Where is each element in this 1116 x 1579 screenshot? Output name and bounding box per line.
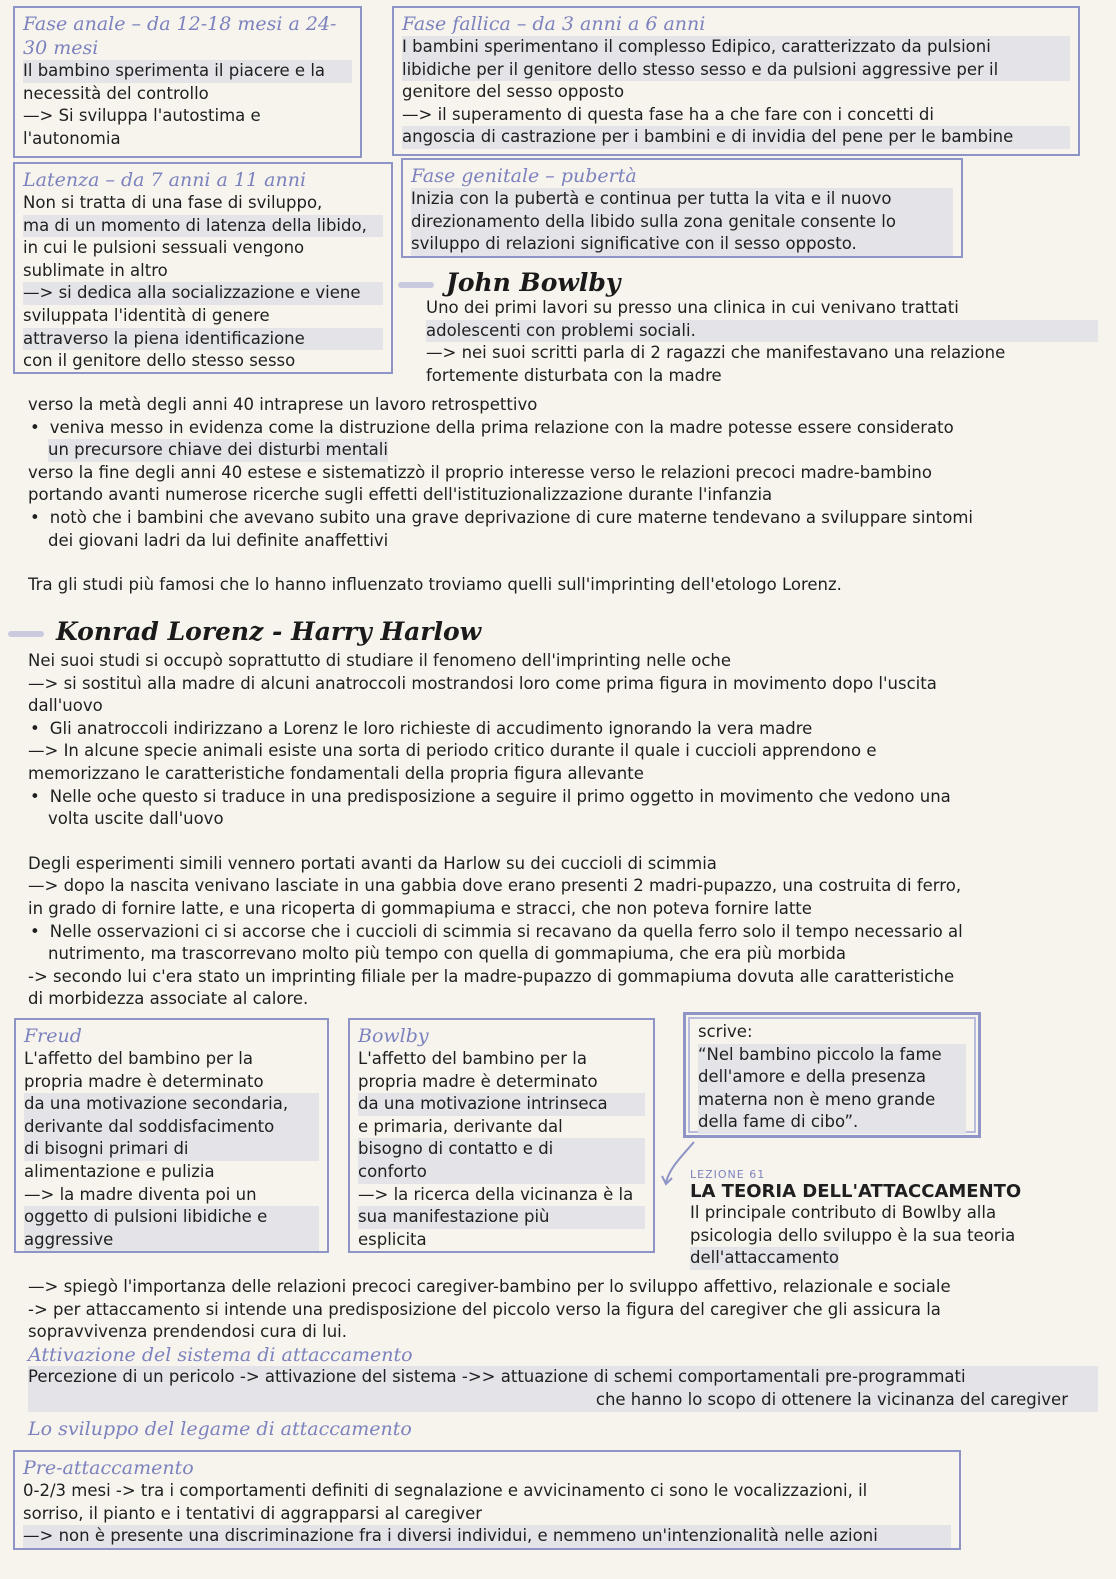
subsection-title: Lo sviluppo del legame di attaccamento — [28, 1417, 412, 1440]
box-fase-genitale — [401, 158, 963, 258]
box-title: Bowlby — [358, 1025, 429, 1047]
text-line: scrive: — [698, 1022, 753, 1041]
text-line: libidiche per il genitore dello stesso sesso e da pulsioni aggressive per il — [402, 59, 1070, 82]
text-line: propria madre è determinato — [24, 1071, 264, 1091]
text-line: 0-2/3 mesi -> tra i comportamenti definiti di segnalazione e avvicinamento ci sono le vocalizzazioni, il — [23, 1481, 868, 1500]
heading-dash — [398, 282, 434, 288]
section-teoria — [690, 1168, 1090, 1270]
text-line: bisogno di contatto e di — [358, 1138, 645, 1161]
text-line: della fame di cibo”. — [698, 1111, 966, 1134]
text-line: esplicita — [358, 1229, 427, 1249]
text-line: Degli esperimenti simili vennero portati avanti da Harlow su dei cuccioli di scimmia — [28, 853, 717, 873]
text-line: —> non è presente una discriminazione fra i diversi individui, e nemmeno un'intenzionalità nelle azioni — [23, 1525, 951, 1548]
section-lorenz-harlow — [8, 617, 1098, 1011]
text-line: memorizzano le caratteristiche fondamentali della propria figura allevante — [28, 763, 644, 783]
text-line: conforto — [358, 1161, 645, 1184]
text-line: Percezione di un pericolo -> attivazione del sistema ->> attuazione di schemi comportamentali pre-programmati — [28, 1366, 1098, 1389]
box-fase-fallica — [392, 6, 1080, 156]
bullet-line: • Nelle oche questo si traduce in una predisposizione a seguire il primo oggetto in movimento che vedono una — [28, 786, 1098, 809]
text-line: nutrimento, ma trascorrevano molto più tempo con quella di gommapiuma, che era più morbida — [48, 944, 846, 964]
text-line: Inizia con la pubertà e continua per tutta la vita e il nuovo — [411, 188, 953, 211]
section-bowlby-body — [28, 394, 1098, 597]
text-line: —> Si sviluppa l'autostima e — [23, 106, 261, 126]
box-title: Freud — [24, 1025, 82, 1047]
box-title: Latenza – da 7 anni a 11 anni — [23, 169, 307, 191]
text-line: aggressive — [24, 1229, 319, 1252]
text-line: direzionamento della libido sulla zona genitale consente lo — [411, 211, 953, 234]
text-line: oggetto di pulsioni libidiche e — [24, 1206, 319, 1229]
bullet-line: • Nelle osservazioni ci si accorse che i cuccioli di scimmia si recavano da quella ferro solo il tempo necessario al — [28, 921, 1098, 944]
heading-text: Konrad Lorenz - Harry Harlow — [56, 617, 482, 646]
text-line: —> si sostituì alla madre di alcuni anatroccoli mostrandosi loro come prima figura in movimento dopo l'uscita — [28, 673, 937, 693]
text-line: Non si tratta di una fase di sviluppo, — [23, 193, 323, 212]
text-line: -> per attaccamento si intende una predisposizione del piccolo verso la figura del caregiver che gli assicura la — [28, 1299, 941, 1319]
box-pre-attaccamento — [13, 1450, 961, 1550]
text-line: un precursore chiave dei disturbi mentali — [48, 439, 388, 462]
text-line: —> si dedica alla socializzazione e viene — [23, 282, 383, 305]
section-bowlby — [398, 268, 1098, 387]
text-line: —> spiegò l'importanza delle relazioni precoci caregiver-bambino per lo sviluppo affettivo, relazionale e sociale — [28, 1277, 951, 1296]
text-line: dei giovani ladri da lui definite anaffettivi — [48, 530, 389, 550]
section-heading — [398, 268, 1098, 297]
subsection-title: Attivazione del sistema di attaccamento — [28, 1343, 413, 1366]
text-line: Tra gli studi più famosi che lo hanno influenzato troviamo quelli sull'imprinting dell'etologo Lorenz. — [28, 575, 842, 595]
text-line: sviluppata l'identità di genere — [23, 305, 270, 325]
text-line: —> In alcune specie animali esiste una sorta di periodo critico durante il quale i cuccioli apprendono e — [28, 741, 877, 761]
text-line: dell'amore e della presenza — [698, 1066, 966, 1089]
box-title: Fase fallica – da 3 anni a 6 anni — [402, 13, 706, 35]
text-line: Il bambino sperimenta il piacere e la — [23, 60, 352, 83]
text-line: derivante dal soddisfacimento — [24, 1116, 319, 1139]
box-freud — [14, 1018, 329, 1253]
bullet-line: • notò che i bambini che avevano subito una grave deprivazione di cure materne tendevano a sviluppare sintomi — [28, 507, 1098, 530]
text-line: Nei suoi studi si occupò soprattutto di studiare il fenomeno dell'imprinting nelle oche — [28, 651, 732, 670]
text-line: angoscia di castrazione per i bambini e di invidia del pene per le bambine — [402, 126, 1070, 149]
heading-dash — [8, 631, 44, 637]
text-line: e primaria, derivante dal — [358, 1116, 563, 1136]
text-line: —> nei suoi scritti parla di 2 ragazzi che manifestavano una relazione — [426, 343, 1006, 363]
box-scrive — [683, 1012, 981, 1138]
section-heading — [8, 617, 1098, 646]
text-line: I bambini sperimentano il complesso Edipico, caratterizzato da pulsioni — [402, 36, 1070, 59]
text-line: sua manifestazione più — [358, 1206, 645, 1229]
box-bowlby — [348, 1018, 655, 1253]
text-line: alimentazione e pulizia — [24, 1161, 215, 1181]
text-line: adolescenti con problemi sociali. — [426, 320, 1098, 343]
text-line: volta uscite dall'uovo — [48, 809, 224, 829]
box-latenza — [13, 162, 393, 374]
text-line: -> secondo lui c'era stato un imprinting filiale per la madre-pupazzo di gommapiuma dovuta alle caratteristiche — [28, 966, 955, 986]
heading-text: John Bowlby — [446, 268, 621, 297]
text-line: sublimate in altro — [23, 260, 168, 280]
text-line: con il genitore dello stesso sesso — [23, 351, 296, 371]
text-line: attraverso la piena identificazione — [23, 328, 383, 351]
text-line: fortemente disturbata con la madre — [426, 365, 722, 385]
section-heading: LA TEORIA DELL'ATTACCAMENTO — [690, 1181, 1022, 1202]
text-line: di bisogni primari di — [24, 1138, 319, 1161]
text-line: l'autonomia — [23, 128, 121, 148]
lezione-label: LEZIONE 61 — [690, 1168, 766, 1181]
text-line: sopravvivenza prendendosi cura di lui. — [28, 1322, 347, 1342]
text-line: da una motivazione intrinseca — [358, 1093, 645, 1116]
text-line: propria madre è determinato — [358, 1071, 598, 1091]
text-line: necessità del controllo — [23, 83, 209, 103]
text-line: genitore del sesso opposto — [402, 82, 625, 102]
spacer — [28, 552, 1098, 574]
text-line: che hanno lo scopo di ottenere la vicinanza del caregiver — [28, 1389, 1098, 1412]
text-line: da una motivazione secondaria, — [24, 1093, 319, 1116]
text-line: in cui le pulsioni sessuali vengono — [23, 238, 305, 258]
box-fase-anale — [13, 6, 362, 158]
text-line: —> dopo la nascita venivano lasciate in una gabbia dove erano presenti 2 madri-pupazzo, una costruita di ferro, — [28, 876, 962, 896]
text-line: dell'attaccamento — [690, 1247, 839, 1270]
section-attaccamento-body — [28, 1276, 1098, 1440]
text-line: Uno dei primi lavori su presso una clinica in cui venivano trattati — [426, 298, 959, 317]
text-line: in grado di fornire latte, e una ricoperta di gommapiuma e stracci, che non poteva fornire latte — [28, 898, 812, 918]
text-line: verso la metà degli anni 40 intraprese un lavoro retrospettivo — [28, 395, 538, 414]
box-title: Fase anale – da 12-18 mesi a 24-30 mesi — [23, 13, 337, 59]
text-line: dall'uovo — [28, 696, 103, 716]
text-line: verso la fine degli anni 40 estese e sistematizzò il proprio interesse verso le relazioni precoci madre-bambino — [28, 462, 932, 482]
text-line: sviluppo di relazioni significative con il sesso opposto. — [411, 233, 953, 256]
text-line: portando avanti numerose ricerche sugli effetti dell'istituzionalizzazione durante l'infanzia — [28, 485, 773, 505]
text-line: —> il superamento di questa fase ha a che fare con i concetti di — [402, 104, 934, 124]
text-line: L'affetto del bambino per la — [24, 1049, 253, 1068]
text-line: materna non è meno grande — [698, 1089, 966, 1112]
text-line: di morbidezza associate al calore. — [28, 989, 309, 1009]
text-line: Il principale contributo di Bowlby alla — [690, 1203, 997, 1222]
text-line: sorriso, il pianto e i tentativi di aggrapparsi al caregiver — [23, 1503, 483, 1523]
text-line: L'affetto del bambino per la — [358, 1049, 587, 1068]
text-line: ma di un momento di latenza della libido, — [23, 215, 383, 238]
box-title: Pre-attaccamento — [23, 1457, 194, 1479]
bullet-line: • veniva messo in evidenza come la distruzione della prima relazione con la madre potesse essere considerato — [28, 417, 1098, 440]
text-line: —> la ricerca della vicinanza è la — [358, 1184, 634, 1204]
box-title: Fase genitale – pubertà — [411, 165, 637, 187]
text-line: —> la madre diventa poi un — [24, 1184, 257, 1204]
text-line: psicologia dello sviluppo è la sua teoria — [690, 1225, 1016, 1245]
text-line: “Nel bambino piccolo la fame — [698, 1044, 966, 1067]
bullet-line: • Gli anatroccoli indirizzano a Lorenz le loro richieste di accudimento ignorando la vera madre — [28, 718, 1098, 741]
spacer — [28, 831, 1098, 853]
